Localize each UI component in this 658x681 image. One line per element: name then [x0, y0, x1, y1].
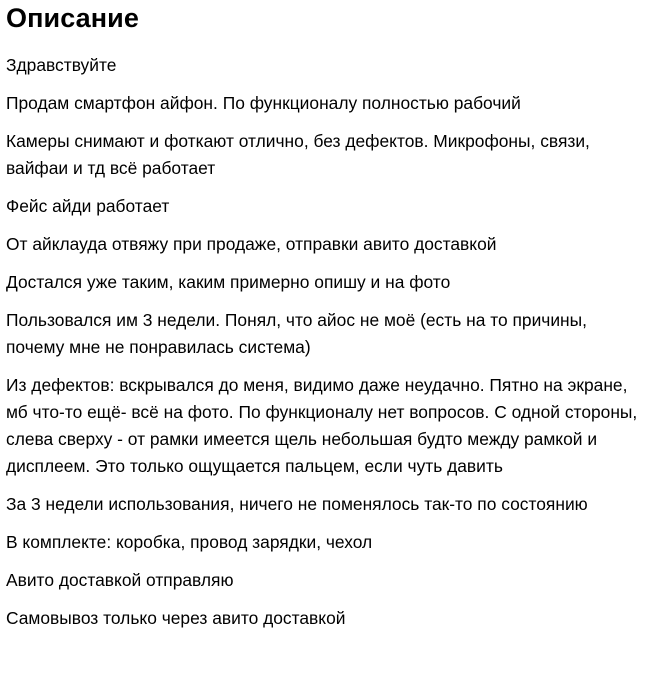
description-paragraph: Здравствуйте: [6, 55, 117, 75]
description-paragraph: Из дефектов: вскрывался до меня, видимо даже неудачно. Пятно на экране, мб что-то ещё- всё на фото. По функционалу нет вопросов. С одной стороны, слева сверху - от рамки имеется щель небольшая будто между рамкой и дисплеем. Это только ощущается пальцем, если чуть давить: [6, 375, 638, 476]
description-title: Описание: [6, 3, 139, 33]
description-paragraph: За 3 недели использования, ничего не поменялось так-то по состоянию: [6, 494, 588, 514]
description-paragraph: Продам смартфон айфон. По функционалу полностью рабочий: [6, 93, 521, 113]
description-paragraph: Камеры снимают и фоткают отлично, без дефектов. Микрофоны, связи, вайфаи и тд всё работает: [6, 131, 590, 178]
description-paragraph: Авито доставкой отправляю: [6, 570, 234, 590]
description-paragraph: Фейс айди работает: [6, 196, 170, 216]
description-paragraph: Самовывоз только через авито доставкой: [6, 608, 346, 628]
description-paragraph: Пользовался им 3 недели. Понял, что айос не моё (есть на то причины, почему мне не понравилась система): [6, 310, 587, 357]
description-paragraph: От айклауда отвяжу при продаже, отправки авито доставкой: [6, 234, 497, 254]
description-body: [6, 52, 648, 632]
description-paragraph: В комплекте: коробка, провод зарядки, чехол: [6, 532, 373, 552]
description-paragraph: Достался уже таким, каким примерно опишу и на фото: [6, 272, 451, 292]
